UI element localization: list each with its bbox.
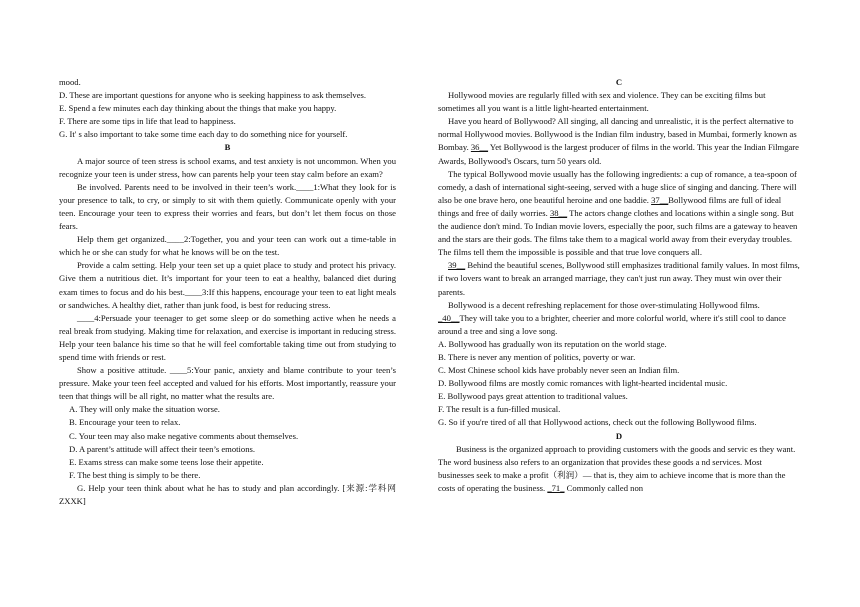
- option-d: D. Bollywood films are mostly comic romances with light-hearted incidental music.: [438, 378, 728, 389]
- section-heading-c: C: [615, 77, 623, 87]
- option-e: E. Bollywood pays great attention to traditional values.: [438, 391, 628, 402]
- paragraph-text: Bollywood is a decent refreshing replacement for those over-stimulating Hollywood films.: [448, 299, 760, 310]
- paragraph-b-4: Provide a calm setting. Help your teen set up a quiet place to study and protect his privacy. Give them a nutritious diet. It’s important for your teen to eat a healthy, balanced diet during exam times to focus and do his best.____3:If this happens, encourage your teen to eat light meals or sandwiches. A healthy diet, rather than junk food, is best for reducing stress.: [59, 260, 396, 310]
- paragraph-b-1: A major source of teen stress is school exams, and test anxiety is not uncommon. When you recognize your teen is under stress, how can parents help your teen stay calm before an exam?: [59, 155, 396, 179]
- left-column: [59, 76, 396, 508]
- section-heading-d: D: [615, 430, 623, 441]
- paragraph-c-2: [438, 115, 800, 167]
- paragraph-text: The typical Bollywood movie usually has the following ingredients: a cup of romance, a tea-spoon of comedy, a dash of international sight-seeing, served with a huge slice of singing and dancing. There will also be one brave hero, one beautiful heroine and one baddie.: [438, 168, 797, 205]
- option-e-line: E. Spend a few minutes each day thinking about the things that make you happy.: [59, 103, 337, 114]
- paragraph-text: They will take you to a brighter, cheerier and more colorful world, where it's still cool to dance around a tree and sing a love song.: [438, 312, 786, 336]
- option-g: G. So if you're tired of all that Hollywood actions, check out the following Bollywood films.: [438, 417, 757, 428]
- option-a: A. They will only make the situation worse.: [69, 404, 220, 415]
- paragraph-c-1: [438, 89, 800, 115]
- paragraph-text: Business is the organized approach to providing customers with the goods and servic es they want. The word business also refers to an organization that provides these goods a nd services. Most businesses seek to make a profit（利润）— that is, they aim to achieve income that is more than the costs of operating the business.: [438, 443, 796, 493]
- right-column: [438, 76, 800, 495]
- option-c: C. Your teen may also make negative comments about themselves.: [69, 430, 299, 441]
- paragraph-text: Behind the beautiful scenes, Bollywood still emphasizes traditional family values. In most films, if two lovers want to break an arranged marriage, they can't just run away. They must win over their parents.: [438, 260, 800, 297]
- option-c: C. Most Chinese school kids have probably never seen an Indian film.: [438, 365, 680, 376]
- blank-36: 36__: [470, 142, 489, 153]
- option-f: F. The best thing is simply to be there.: [69, 469, 201, 480]
- paragraph-text: The actors change clothes and locations within a single song. But the audience don't mind. To Indian movie lovers, especially the poor, such films are a gateway to heaven and the stars are their gods. The films take them to a magical world away from their everyday troubles. The films tell them the impossible is possible and that true love conquers all.: [438, 207, 798, 258]
- paragraph-b-2: Be involved. Parents need to be involved in their teen’s work.____1:What they look for is your presence to talk, to cry, or simply to sit with them quietly. Communicate openly with your teen. Encourage your teen to express their worries and fears, but don’t let them focus on those fears.: [59, 181, 396, 232]
- paragraph-text: Hollywood movies are regularly filled with sex and violence. They can be exciting films but sometimes all you want is a little light-hearted entertainment.: [438, 90, 766, 114]
- paragraph-c-5: [438, 299, 800, 338]
- option-g-line: G. It' s also important to take some time each day to do something nice for yourself.: [59, 129, 348, 140]
- option-g: G. Help your teen think about what he has to study and plan accordingly. [来源:学科网ZXXK]: [59, 482, 396, 506]
- option-f-line: F. There are some tips in life that lead to happiness.: [59, 116, 236, 127]
- blank-71: _71_: [547, 482, 565, 493]
- section-heading-b: B: [224, 142, 231, 153]
- option-b: B. There is never any mention of politics, poverty or war.: [438, 351, 636, 362]
- paragraph-c-4: [438, 259, 800, 298]
- option-d-line: D. These are important questions for anyone who is seeking happiness to ask themselves.: [59, 90, 367, 101]
- option-f: F. The result is a fun-filled musical.: [438, 404, 561, 415]
- paragraph-text: Have you heard of Bollywood? All singing, all dancing and unrealistic, it is the perfect alternative to normal Hollywood movies. Bollywood is the Indian film industry, based in Mumbai, formerly known as Bombay.: [438, 116, 797, 153]
- option-b: B. Encourage your teen to relax.: [69, 417, 181, 428]
- paragraph-b-3: Help them get organized.____2:Together, you and your teen can work out a time-table in which he or she can study for what he knows will be on the test.: [59, 234, 396, 258]
- paragraph-b-6: Show a positive attitude. ____5:Your panic, anxiety and blame contribute to your teen’s pressure. Make your teen feel accepted and valued for his efforts. Most importantly, reassure your teen that things will be all right, no matter what the results are.: [59, 365, 396, 402]
- option-a: A. Bollywood has gradually won its reputation on the world stage.: [438, 338, 667, 349]
- paragraph-text: Bollywood films are full of ideal things and free of daily worries.: [438, 194, 782, 218]
- paragraph-b-5: ____4:Persuade your teenager to get some sleep or do something active when he needs a real break from studying. Making time for relaxation, and exercise is important in reducing stress. Help your teen balance his time so that he will feel comfortable taking time out from studying to spend time with friends or rest.: [59, 312, 396, 362]
- text-line: mood.: [59, 77, 81, 87]
- blank-38: 38__: [549, 207, 568, 218]
- paragraph-text: Yet Bollywood is the largest producer of films in the world. This year the Indian Filmgare Awards, Bollywood's Oscars, turn 50 years old.: [438, 142, 799, 166]
- option-e: E. Exams stress can make some teens lose their appetite.: [69, 456, 264, 467]
- paragraph-c-3: [438, 168, 800, 260]
- blank-37: 37__: [651, 194, 669, 205]
- paragraph-text: Commonly called non: [564, 482, 644, 493]
- blank-39: 39__: [448, 260, 466, 271]
- option-d: D. A parent’s attitude will affect their teen’s emotions.: [69, 443, 255, 454]
- blank-40: _40__: [438, 312, 460, 323]
- paragraph-d-1: [438, 443, 800, 495]
